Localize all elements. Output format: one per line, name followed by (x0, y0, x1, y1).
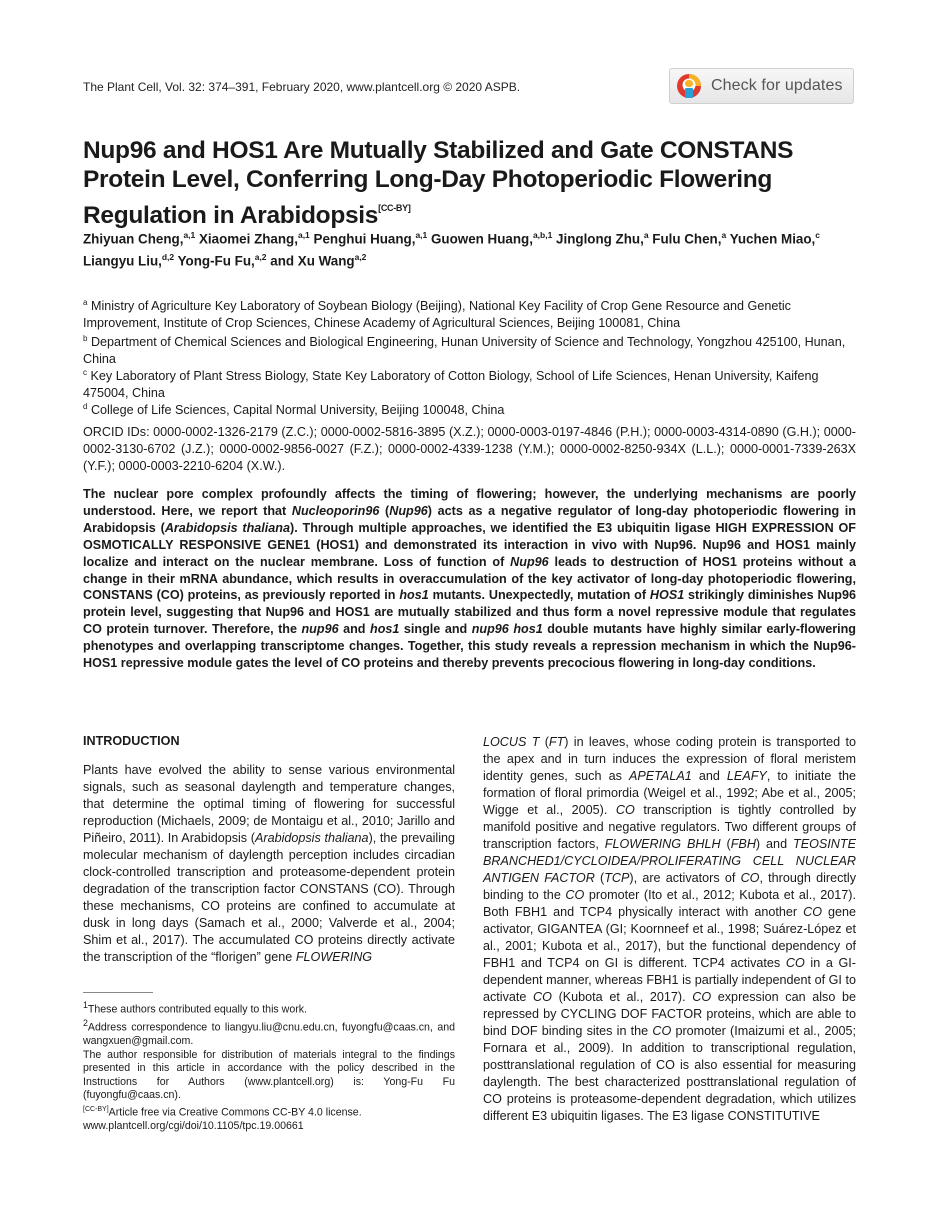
title-text: Nup96 and HOS1 Are Mutually Stabilized and Gate CONSTANS Protein Level, Conferring Long-Day Photoperiodic Flowering Regulation in Arabidopsis (83, 137, 794, 229)
affiliation-b (83, 330, 858, 368)
introduction.right-run: LOCUS T (483, 735, 540, 749)
author-name: and Xu Wang (270, 253, 355, 269)
introduction.right-run: ), are activators of (629, 871, 741, 885)
introduction.right-run: FT (548, 735, 565, 749)
footnote-3: The author responsible for distribution of materials integral to the findings presented in this article in accordance with the policy described in the Instructions for Authors (www.plantcell.org) is: Yong-Fu Fu (fuyongfu@caas.cn). (83, 1048, 455, 1102)
introduction.right-run: TCP (604, 871, 630, 885)
author-affil-marker: c (815, 230, 820, 240)
introduction.right-run: FBH (730, 837, 756, 851)
abstract-run: hos1 (370, 622, 400, 637)
affiliation-d (83, 398, 858, 419)
author-name: Liangyu Liu, (83, 253, 162, 269)
introduction.right-run: , to initiate the formation of floral primordia (Weigel et al., 1992; Abe et al., 2005; Wigge et al., 2005). (483, 769, 856, 817)
introduction.right-run: ) in leaves, whose coding protein is transported to the apex and in turn induces the expression of floral meristem identity genes, such as (483, 735, 856, 783)
author-name: Guowen Huang, (431, 231, 533, 247)
author-affil-marker: a,1 (183, 230, 196, 240)
abstract-run: ) acts as a negative regulator of long-day photoperiodic flowering in Arabidopsis ( (83, 503, 856, 535)
doi-link[interactable]: www.plantcell.org/cgi/doi/10.1105/tpc.19.00661 (83, 1119, 304, 1132)
introduction.right-run: ( (720, 837, 731, 851)
affiliation-text: College of Life Sciences, Capital Normal University, Beijing 100048, China (90, 403, 505, 418)
author-list (83, 226, 863, 271)
introduction.right-run: CO (615, 803, 635, 817)
license-tag: [CC-BY] (378, 203, 411, 213)
journal-citation: The Plant Cell, Vol. 32: 374–391, February 2020, www.plantcell.org © 2020 ASPB. (83, 80, 521, 94)
introduction.right-run: (Kubota et al., 2017). (551, 990, 693, 1004)
abstract-run: ( (379, 503, 390, 518)
introduction.right-run: FLOWERING BHLH (604, 837, 721, 851)
introduction.right-run: CO (692, 990, 712, 1004)
footnote-1-text: These authors contributed equally to this work. (87, 1003, 307, 1016)
footnote-4 (83, 1103, 455, 1120)
intro-left-text (83, 762, 455, 966)
author-affil-marker: a (643, 230, 649, 240)
introduction.right-run: in a GI-dependent manner, whereas FBH1 is partially independent of GI to activate (483, 956, 856, 1004)
abstract-run: double mutants have highly similar early-flowering phenotypes and overlapping transcriptome changes. Together, this study reveals a repression mechanism in which the Nup96-HOS1 repressive module gates the level of CO proteins and thereby prevents precocious flowering in long-day conditions. (83, 622, 856, 671)
author-affil-marker: a,2 (354, 252, 367, 263)
introduction.right-run: CO (803, 905, 822, 919)
author-affil-marker: a,1 (297, 230, 310, 240)
abstract-run: single and (399, 622, 472, 637)
author-name: Yong-Fu Fu, (177, 253, 255, 269)
intro-heading: INTRODUCTION (83, 734, 180, 748)
abstract-run: and (338, 622, 370, 637)
introduction.right-run: TEOSINTE BRANCHED1/CYCLOIDEA/PROLIFERATING CELL NUCLEAR ANTIGEN FACTOR (483, 837, 856, 885)
introduction.right-run: LEAFY (726, 769, 767, 783)
abstract-run: mutants. Unexpectedly, mutation of (428, 588, 650, 603)
introduction.right-run: ( (594, 871, 605, 885)
introduction.left-run: FLOWERING (295, 950, 373, 964)
affiliation-marker: a (83, 298, 88, 307)
introduction.right-run: promoter (Ito et al., 2012; Kubota et al., 2017). Both FBH1 and TCP4 physically interact with another (483, 888, 857, 919)
author-affil-marker: a,1 (415, 230, 428, 240)
author-name: Jinglong Zhu, (556, 231, 644, 247)
abstract-run: Nup96 (510, 554, 549, 569)
abstract-run: Nucleoporin96 (291, 503, 380, 518)
abstract-run: nup96 (301, 622, 339, 637)
abstract-run: strikingly diminishes Nup96 protein level, suggesting that Nup96 and HOS1 are mutually stabilized and thus form a novel repressive module that regulates CO protein turnover. Therefore, the (83, 588, 856, 637)
footnote-4-marker: [CC-BY] (83, 1105, 109, 1113)
abstract-run: nup96 hos1 (471, 622, 543, 637)
footnote-4-text: Article free via Creative Commons CC-BY 4.0 license. (108, 1106, 362, 1119)
introduction.right-run: CO (565, 888, 585, 902)
affiliation-text: Department of Chemical Sciences and Biological Engineering, Hunan University of Science and Technology, Yongzhou 425100, Hunan, China (83, 335, 846, 367)
author-name: Penghui Huang, (313, 231, 416, 247)
footnote-2 (83, 1017, 455, 1049)
footnotes (83, 999, 455, 1133)
check-updates-label: Check for updates (711, 77, 843, 94)
author-affil-marker: a,b,1 (532, 230, 553, 240)
intro-right-column (483, 734, 856, 1125)
introduction.right-run: and (691, 769, 727, 783)
introduction.right-run: CO (652, 1024, 672, 1038)
introduction.right-run: expression can also be repressed by CYCLING DOF FACTOR proteins, which are able to bind DOF binding sites in the (483, 990, 856, 1038)
introduction.right-run: CO (533, 990, 552, 1004)
affiliation-marker: c (83, 368, 87, 377)
author-name: Xiaomei Zhang, (199, 231, 298, 247)
orcid-ids: ORCID IDs: 0000-0002-1326-2179 (Z.C.); 0000-0002-5816-3895 (X.Z.); 0000-0003-0197-4846 (P.H.); 0000-0003-4314-0890 (G.H.); 0000-0002-3130-6702 (J.Z.); 0000-0002-9856-0027 (F.Z.); 0000-0002-4339-1238 (Y.M.); 0000-0002-8250-934X (L.L.); 0000-0001-7339-263X (Y.F.); 0000-0003-2210-6204 (X.W.). (83, 425, 856, 473)
footnote-1-marker: 1 (83, 1000, 88, 1010)
footnote-1 (83, 999, 455, 1017)
abstract-run: hos1 (399, 588, 429, 603)
affiliation-text: Ministry of Agriculture Key Laboratory of Soybean Biology (Beijing), National Key Facility of Crop Gene Resource and Genetic Improvement, Institute of Crop Sciences, Chinese Academy of Agricultural Sciences, Beijing 100081, China (83, 299, 791, 331)
introduction.left-run: ), the prevailing molecular mechanism of daylength perception includes circadian clock-controlled transcription and proteasome-dependent protein degradation of the transcription factor CONSTANS (CO). Through these mechanisms, CO proteins are confined to accumulate at dusk in long days (Samach et al., 2000; Valverde et al., 2004; Shim et al., 2017). The accumulated CO proteins directly activate the transcription of the “florigen” gene (83, 831, 456, 964)
abstract (83, 486, 856, 672)
introduction.right-run: ) and (755, 837, 794, 851)
affiliation-a (83, 294, 858, 332)
author-affil-marker: a (721, 230, 727, 240)
abstract-run: Nup96 (389, 503, 428, 518)
introduction.right-run: CO (785, 956, 805, 970)
abstract-run: ). Through multiple approaches, we identified the E3 ubiquitin ligase HIGH EXPRESSION OF OSMOTICALLY RESPONSIVE GENE1 (HOS1) and demonstrated its interaction in vivo with Nup96. Nup96 and HOS1 mainly localize and interact on the nuclear membrane. Loss of function of (83, 520, 856, 569)
introduction.right-run: transcription is tightly controlled by manifold positive and negative regulators. Two different groups of transcription factors, (483, 803, 856, 851)
abstract-run: The nuclear pore complex profoundly affects the timing of flowering; however, the underlying mechanisms are poorly understood. Here, we report that (83, 487, 856, 518)
affiliation-marker: b (83, 334, 88, 343)
author-name: Yuchen Miao, (729, 231, 816, 247)
intro-left-column (83, 734, 455, 966)
crossmark-icon (676, 73, 702, 99)
affiliation-c (83, 364, 858, 402)
author-name: Fulu Chen, (652, 231, 722, 247)
abstract-run: Arabidopsis thaliana (164, 520, 291, 535)
footnote-divider (83, 992, 153, 993)
affiliation-marker: d (83, 402, 88, 411)
author-name: Zhiyuan Cheng, (83, 231, 184, 247)
intro-right-text (483, 734, 856, 1125)
introduction.left-run: Arabidopsis thaliana (254, 831, 369, 845)
abstract-run: HOS1 (649, 588, 685, 603)
introduction.right-run: , through directly binding to the (483, 871, 856, 902)
footnote-2-marker: 2 (83, 1018, 88, 1029)
author-affil-marker: a,2 (254, 252, 267, 263)
check-for-updates-button[interactable] (669, 68, 854, 104)
author-affil-marker: d,2 (161, 252, 175, 263)
introduction.right-run: CO (740, 871, 760, 885)
introduction.right-run: gene activator, GIGANTEA (GI; Koornneef et al., 1998; Suárez-López et al., 2001; Kubota et al., 2017), but the functional dependency of FBH1 and TCP4 on GI is different. TCP4 activates (483, 905, 857, 970)
introduction.right-run: ( (539, 735, 549, 749)
footnote-2-text: Address correspondence to liangyu.liu@cnu.edu.cn, fuyongfu@caas.cn, and wangxuen@gmail.com. (83, 1021, 455, 1048)
introduction.right-run: APETALA1 (628, 769, 692, 783)
introduction.left-run: Plants have evolved the ability to sense various environmental signals, such as seasonal daylength and temperature changes, that determine the optimal timing of flowering for successful reproduction (Michaels, 2009; de Montaigu et al., 2010; Jarillo and Piñeiro, 2011). In Arabidopsis ( (83, 763, 455, 845)
affiliation-text: Key Laboratory of Plant Stress Biology, State Key Laboratory of Cotton Biology, School of Life Sciences, Henan University, Kaifeng 475004, China (83, 369, 819, 401)
article-title (83, 136, 873, 230)
introduction.right-run: promoter (Imaizumi et al., 2005; Fornara et al., 2009). In addition to transcriptional regulation, posttranslational regulation of CO is also essential for measuring daylength. The best characterized posttranslational regulation of CO proteins is proteasome-dependent degradation, which utilizes different E3 ubiquitin ligases. The E3 ligase CONSTITUTIVE (483, 1024, 856, 1123)
abstract-run: leads to destruction of HOS1 proteins without a change in their mRNA abundance, which results in overaccumulation of the key activator of long-day photoperiodic flowering, CONSTANS (CO) proteins, as previously reported in (83, 554, 857, 603)
